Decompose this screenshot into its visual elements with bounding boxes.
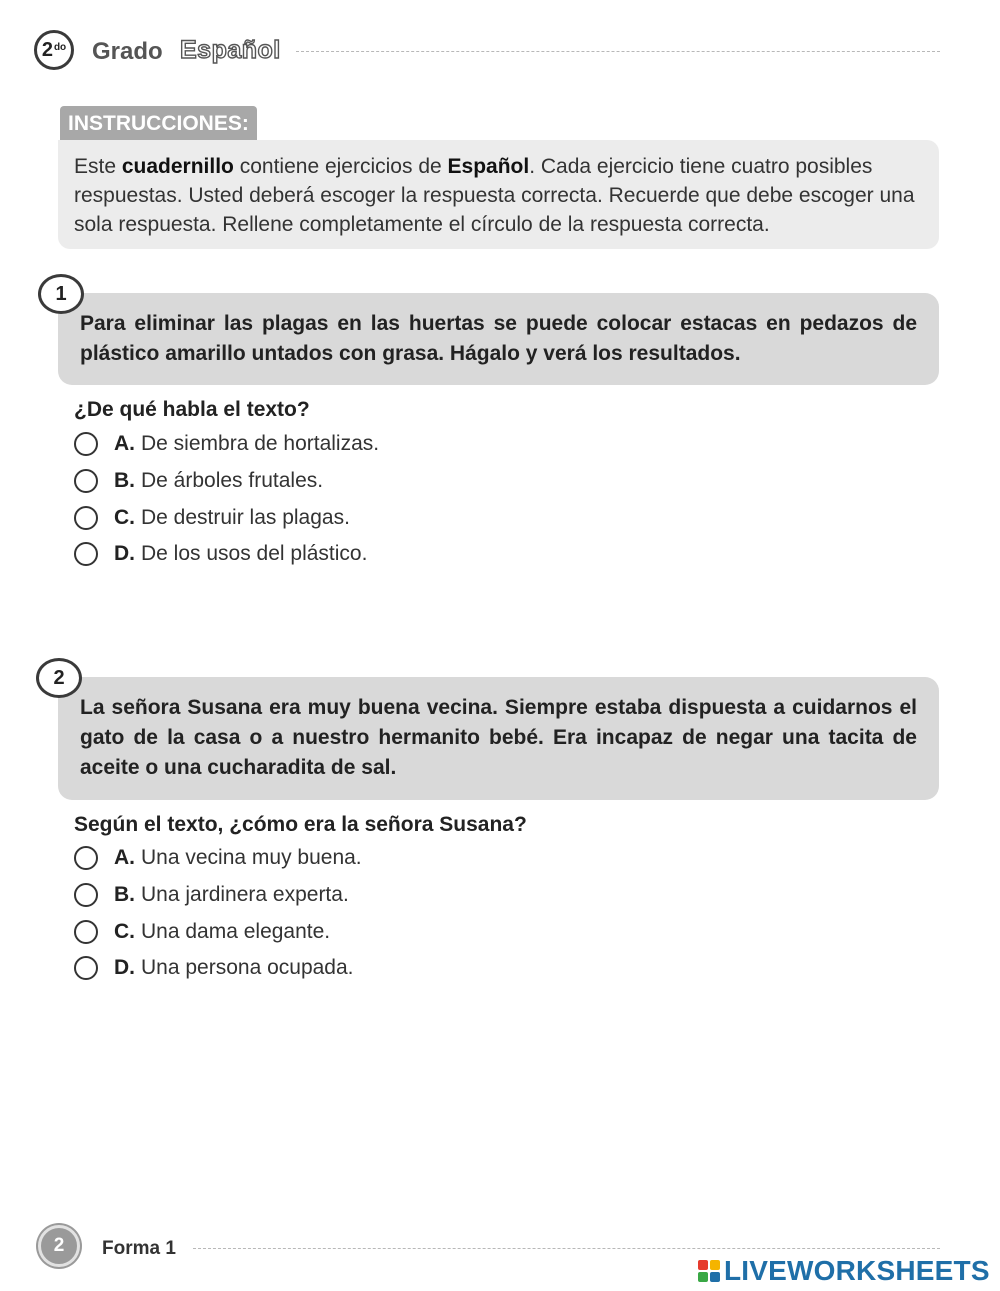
grade-suffix: do <box>53 41 67 53</box>
option-text: Una jardinera experta. <box>141 883 349 906</box>
logo-text: LIVEWORKSHEETS <box>724 1255 990 1286</box>
question-number-badge <box>38 274 84 314</box>
question-passage-box <box>58 677 939 800</box>
form-label: Forma 1 <box>102 1238 176 1259</box>
option-letter: D. <box>114 956 135 979</box>
question-prompt: ¿De qué habla el texto? <box>74 398 310 421</box>
instructions-text: . Cada ejercicio tiene cuatro posibles respuestas. Usted deberá escoger la respuesta correcta. Recuerde que debe escoger una sola respuesta. Rellene completamente el círculo de la respuesta correcta. <box>74 155 915 236</box>
option-letter: A. <box>114 432 135 455</box>
radio-circle-icon[interactable] <box>74 846 98 870</box>
option-text: De árboles frutales. <box>141 469 324 492</box>
radio-circle-icon[interactable] <box>74 956 98 980</box>
answer-option[interactable] <box>74 843 362 873</box>
question-prompt: Según el texto, ¿cómo era la señora Susana? <box>74 813 527 836</box>
radio-circle-icon[interactable] <box>74 542 98 566</box>
header-divider <box>296 51 940 52</box>
answer-option[interactable] <box>74 917 330 947</box>
logo-square <box>698 1260 708 1270</box>
logo-square <box>698 1272 708 1282</box>
option-letter: A. <box>114 846 135 869</box>
option-text: De destruir las plagas. <box>141 506 350 529</box>
instructions-bold-espanol: Español <box>447 155 530 178</box>
option-text: Una persona ocupada. <box>141 956 354 979</box>
answer-option[interactable] <box>74 466 323 496</box>
radio-circle-icon[interactable] <box>74 506 98 530</box>
radio-circle-icon[interactable] <box>74 432 98 456</box>
question-passage-box <box>58 293 939 385</box>
question-passage: La señora Susana era muy buena vecina. Siempre estaba dispuesta a cuidarnos el gato de la casa o a nuestro hermanito bebé. Era incapaz de negar una tacita de aceite o una cucharadita de sal. <box>80 696 917 779</box>
grade-badge <box>34 30 74 70</box>
liveworksheets-logo-icon <box>698 1260 720 1282</box>
page-header <box>34 30 940 74</box>
grade-number: 2 <box>41 38 53 61</box>
option-text: Una vecina muy buena. <box>141 846 362 869</box>
answer-option[interactable] <box>74 429 379 459</box>
logo-square <box>710 1272 720 1282</box>
question-number: 2 <box>53 666 65 689</box>
answer-option[interactable] <box>74 953 354 983</box>
instructions-text: contiene ejercicios de <box>233 155 448 178</box>
radio-circle-icon[interactable] <box>74 469 98 493</box>
option-letter: D. <box>114 542 135 565</box>
question-number-badge <box>36 658 82 698</box>
grade-label: Grado <box>92 38 163 65</box>
option-text: De siembra de hortalizas. <box>141 432 380 455</box>
option-text: De los usos del plástico. <box>141 542 368 565</box>
question-passage: Para eliminar las plagas en las huertas se puede colocar estacas en pedazos de plástico amarillo untados con grasa. Hágalo y verá los resultados. <box>80 312 917 365</box>
instructions-box <box>58 140 939 249</box>
answer-option[interactable] <box>74 503 350 533</box>
radio-circle-icon[interactable] <box>74 920 98 944</box>
liveworksheets-logo[interactable] <box>698 1257 990 1285</box>
instructions-bold-cuadernillo: cuadernillo <box>121 155 234 178</box>
answer-option[interactable] <box>74 539 367 569</box>
radio-circle-icon[interactable] <box>74 883 98 907</box>
option-text: Una dama elegante. <box>141 920 331 943</box>
footer-divider <box>193 1248 940 1249</box>
question-number: 1 <box>55 282 67 305</box>
option-letter: C. <box>114 506 135 529</box>
page-number-badge <box>38 1225 80 1267</box>
option-letter: B. <box>114 469 135 492</box>
instructions-title: INSTRUCCIONES: <box>60 106 257 140</box>
option-letter: B. <box>114 883 135 906</box>
answer-option[interactable] <box>74 880 349 910</box>
logo-square <box>710 1260 720 1270</box>
page-number: 2 <box>53 1235 65 1256</box>
instructions-text: Este <box>74 155 122 178</box>
option-letter: C. <box>114 920 135 943</box>
subject-label: Español <box>180 36 281 64</box>
